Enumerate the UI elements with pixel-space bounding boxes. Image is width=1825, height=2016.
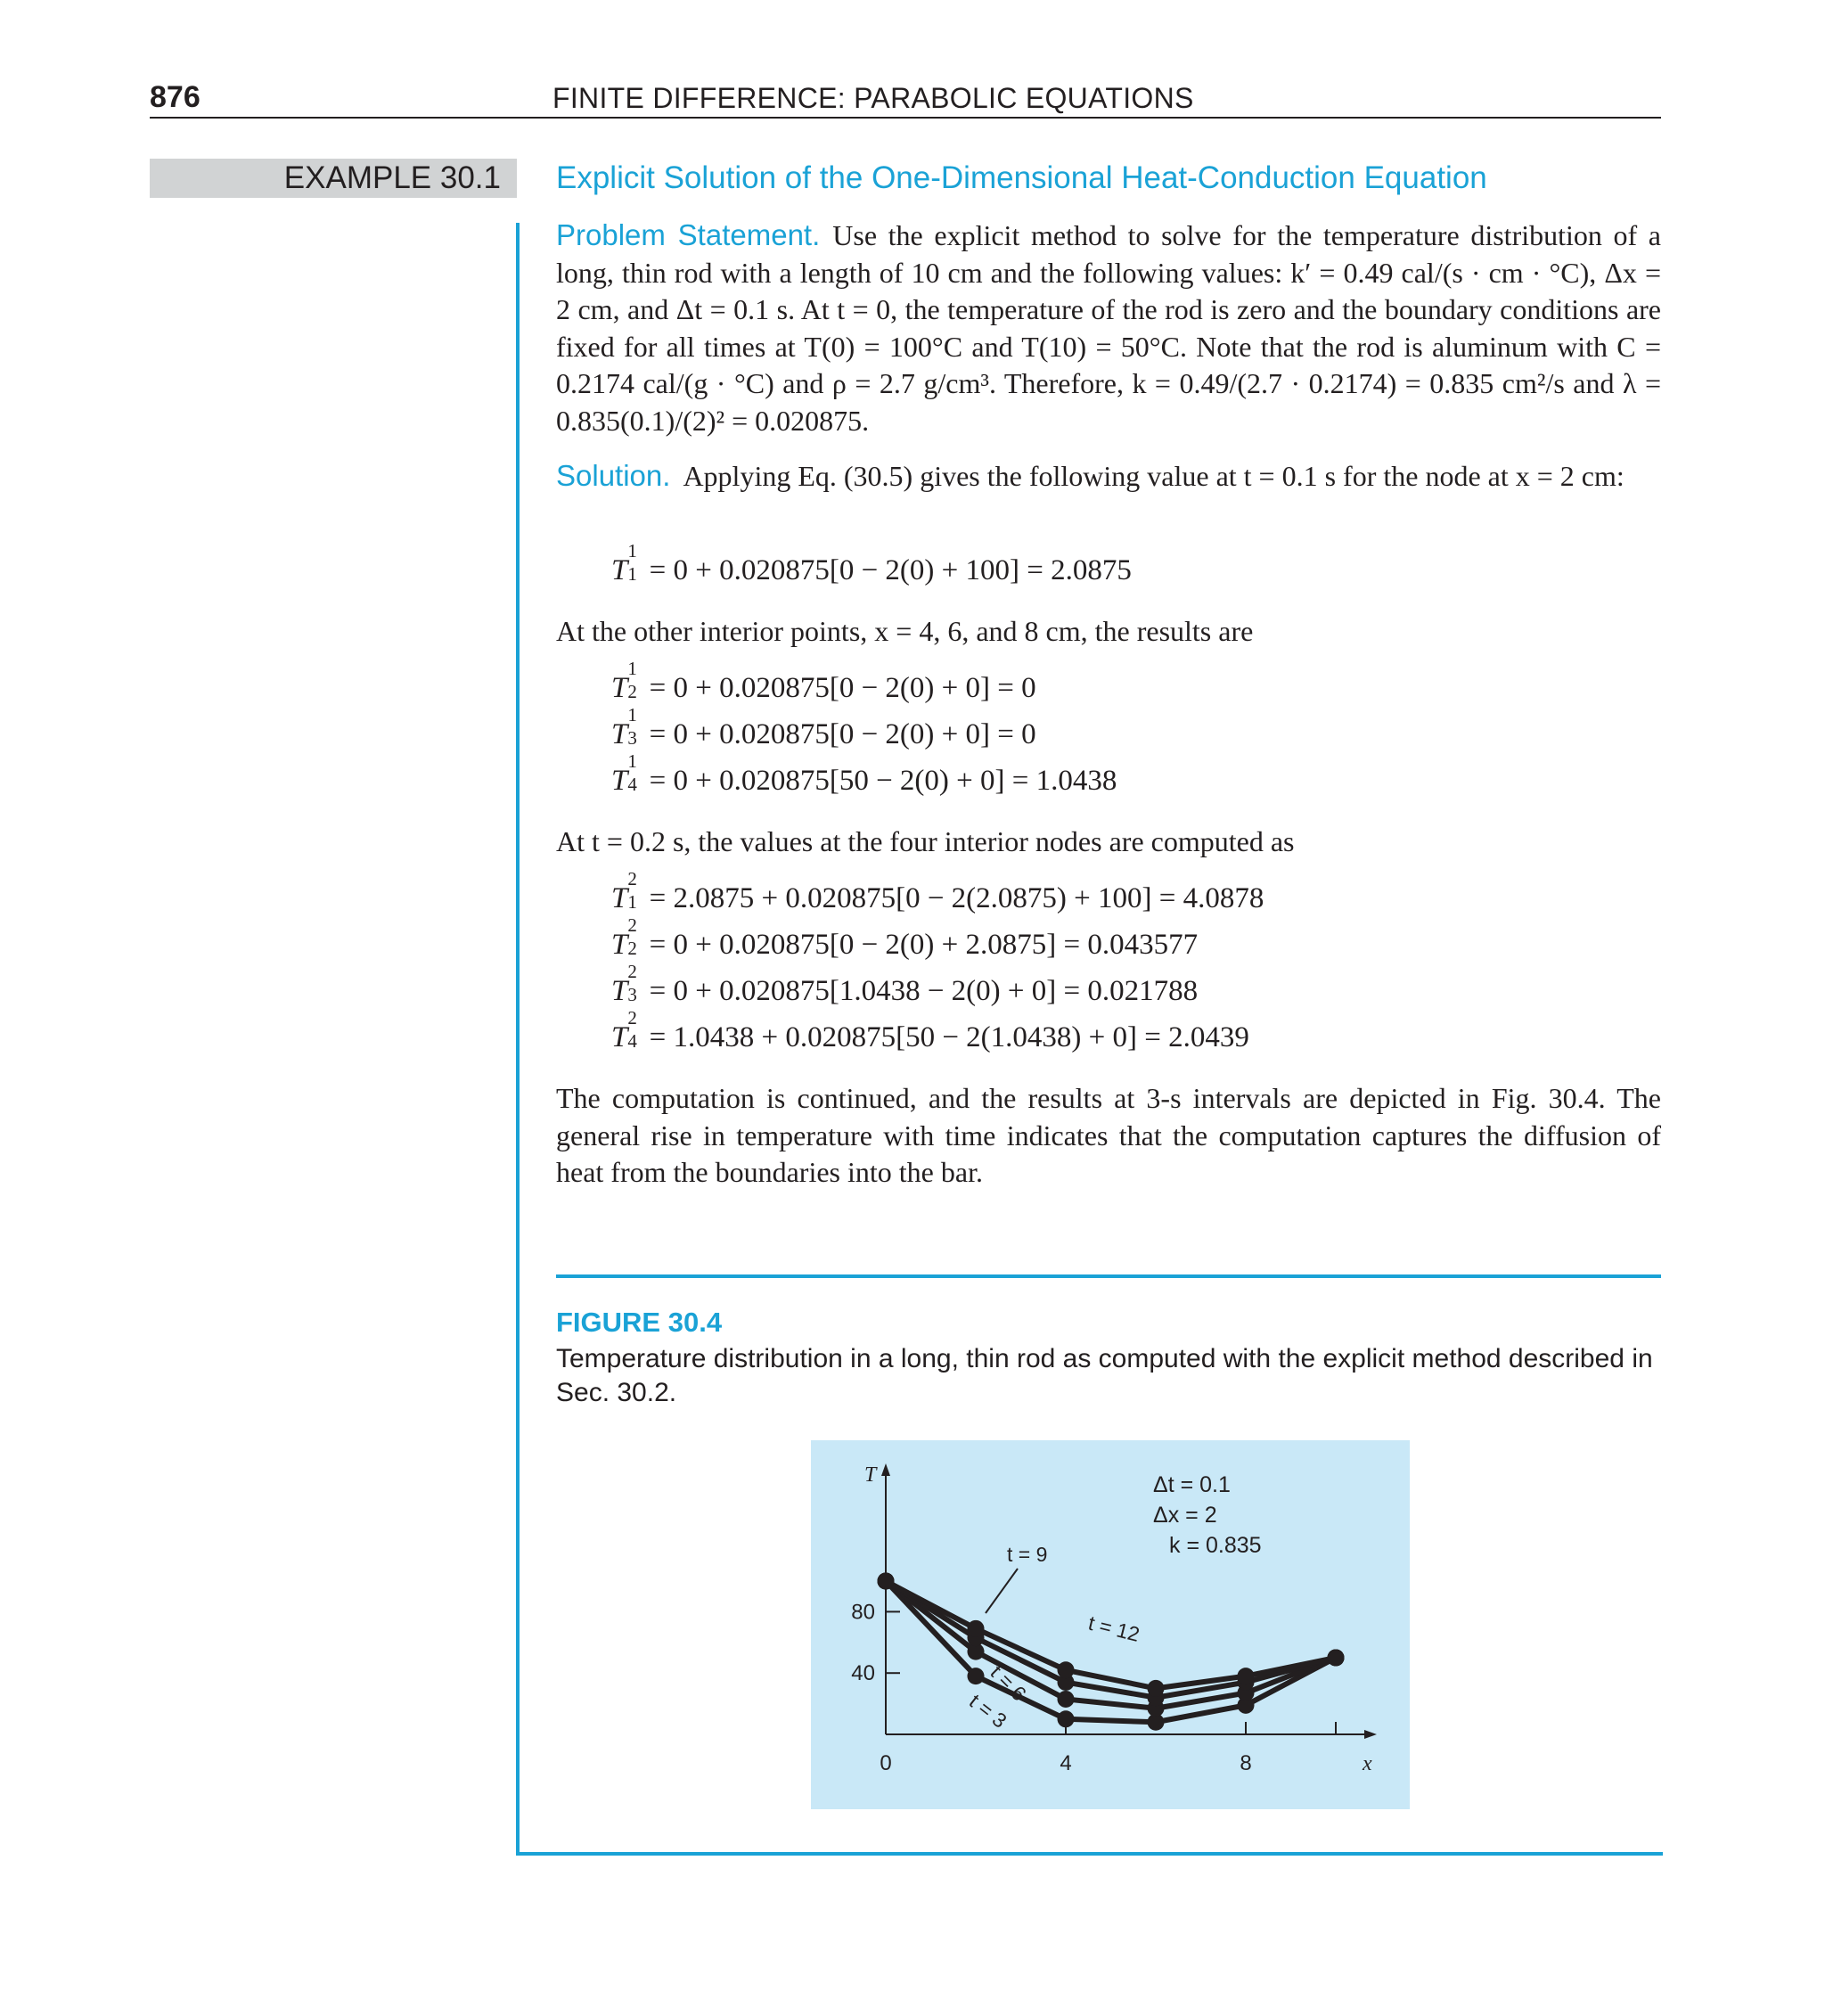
example-label: EXAMPLE 30.1: [283, 160, 501, 195]
figure-label: FIGURE 30.4: [556, 1307, 723, 1338]
solution-paragraph: [556, 457, 1661, 496]
data-point: [968, 1668, 985, 1684]
param-k: k = 0.835: [1169, 1533, 1262, 1558]
param-dt: Δt = 0.1: [1153, 1472, 1231, 1497]
series-label-t6: t = 6: [986, 1660, 1031, 1706]
t2-intro: At t = 0.2 s, the values at the four interior nodes are computed as: [556, 825, 1295, 857]
x-tick-label: 8: [1240, 1751, 1252, 1775]
y-tick-label: 40: [851, 1661, 875, 1686]
running-title: FINITE DIFFERENCE: PARABOLIC EQUATIONS: [552, 82, 1194, 114]
figure-rule: [556, 1274, 1661, 1278]
problem-statement: [556, 217, 1661, 439]
equation-rhs: = 0 + 0.020875[0 − 2(0) + 100] = 2.0875: [649, 554, 1132, 586]
data-point: [1148, 1680, 1165, 1697]
equation-row: T 1 3 = 0 + 0.020875[0 − 2(0) + 0] = 0: [611, 704, 1036, 750]
equation-row: T 2 1 = 2.0875 + 0.020875[0 − 2(2.0875) + 100] = 4.0878: [611, 868, 1264, 914]
y-tick-label: 80: [851, 1600, 875, 1625]
bottom-rule: [516, 1852, 1663, 1856]
x-tick-label: 4: [1060, 1751, 1072, 1775]
sidebar-rule: [516, 223, 520, 1856]
series-label-t9-leader: [986, 1569, 1018, 1613]
header-rule: [150, 117, 1661, 119]
solution-lead: Solution.: [556, 459, 671, 492]
equation-row: T 2 4 = 1.0438 + 0.020875[50 − 2(1.0438) + 0] = 2.0439: [611, 1007, 1249, 1053]
equation-row: T 1 2 = 0 + 0.020875[0 − 2(0) + 0] = 0: [611, 658, 1036, 704]
data-point: [1058, 1691, 1075, 1708]
example-title: Explicit Solution of the One-Dimensional Heat-Conduction Equation: [556, 160, 1487, 195]
y-axis-arrow: [881, 1463, 890, 1476]
series-label-t3: t = 3: [964, 1689, 1011, 1733]
figure-caption: Temperature distribution in a long, thin rod as computed with the explicit method described in Sec. 30.2.: [556, 1344, 1653, 1407]
chart-svg: [811, 1440, 1410, 1809]
equation-row: T 2 2 = 0 + 0.020875[0 − 2(0) + 2.0875] = 0.043577: [611, 914, 1199, 961]
equation-t1-node1: T 1 1 = 0 + 0.020875[0 − 2(0) + 100] = 2.0875: [611, 540, 1132, 586]
data-point: [968, 1620, 985, 1637]
example-tag: [150, 159, 517, 198]
data-point: [1238, 1668, 1255, 1684]
series-line-1: [886, 1581, 1336, 1722]
data-point: [1058, 1661, 1075, 1678]
x-tick-label: 0: [880, 1751, 892, 1775]
problem-lead: Problem Statement.: [556, 218, 821, 251]
y-axis-label: T: [864, 1463, 877, 1487]
equation-row: T 2 3 = 0 + 0.020875[1.0438 − 2(0) + 0] = 0.021788: [611, 961, 1199, 1007]
problem-text: Use the explicit method to solve for the temperature distribution of a long, thin rod with a length of 10 cm and the following values: k′ = 0.49 cal/(s · cm · °C), Δx = 2 cm, and Δt = 0.1 s. At t = 0, the temperature of the rod is zero and the boundary conditions are fixed for all times at T(0) = 100°C and T(10) = 50°C. Note that the rod is aluminum with C = 0.2174 cal/(g · °C) and ρ = 2.7 g/cm³. Therefore, k = 0.49/(2.7 · 0.2174) = 0.835 cm²/s and λ = 0.835(0.1)/(2)² = 0.020875.: [556, 219, 1662, 437]
x-axis-label: x: [1363, 1752, 1372, 1775]
page-number: 876: [150, 80, 201, 114]
series-label-t9: t = 9: [1007, 1543, 1048, 1566]
figure-chart: [811, 1440, 1410, 1809]
conclusion-paragraph: The computation is continued, and the results at 3-s intervals are depicted in Fig. 30.4. The general rise in temperature with time indicates that the computation captures the diffusion of heat from the boundaries into the bar.: [556, 1082, 1661, 1188]
data-point: [878, 1573, 895, 1590]
interior-intro: At the other interior points, x = 4, 6, and 8 cm, the results are: [556, 615, 1254, 647]
x-axis-arrow: [1364, 1730, 1377, 1739]
equation-row: T 1 4 = 0 + 0.020875[50 − 2(0) + 0] = 1.0438: [611, 750, 1117, 797]
data-point: [1058, 1710, 1075, 1727]
param-dx: Δx = 2: [1153, 1503, 1217, 1528]
solution-text: Applying Eq. (30.5) gives the following value at t = 0.1 s for the node at x = 2 cm:: [683, 460, 1624, 492]
series-label-t12: t = 12: [1085, 1610, 1142, 1646]
data-point: [1328, 1650, 1345, 1667]
